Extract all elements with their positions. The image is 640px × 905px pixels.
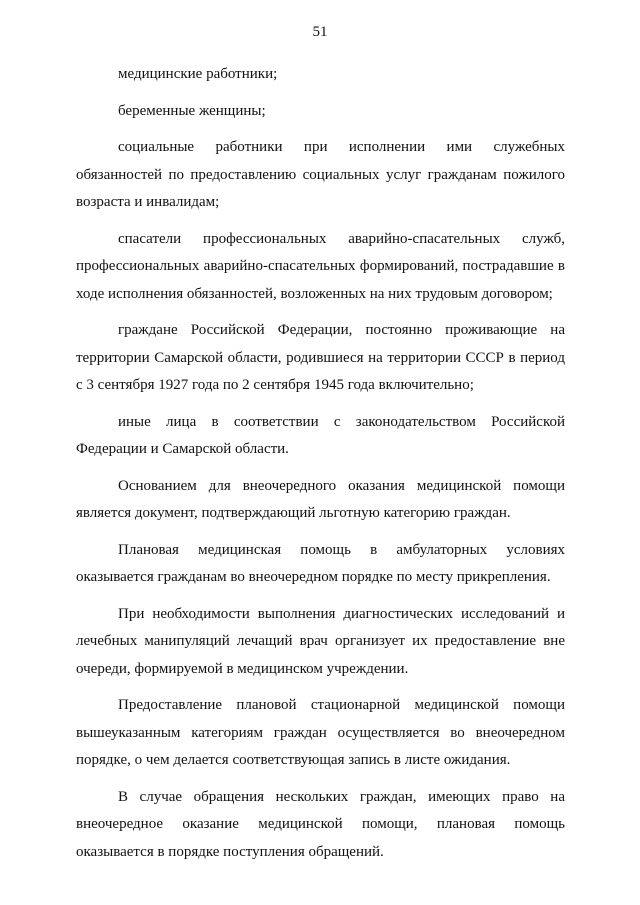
paragraph-diagnostics: При необходимости выполнения диагностических исследований и лечебных манипуляций лечащий врач организует их предоставление вне очереди, формируемой в медицинском учреждении. xyxy=(76,605,565,677)
paragraph-rescuers: спасатели профессиональных аварийно-спасательных служб, профессиональных аварийно-спасательных формирований, пострадавшие в ходе исполнения обязанностей, возложенных на них трудовым договором; xyxy=(76,230,565,302)
paragraph-multiple-requests: В случае обращения нескольких граждан, имеющих право на внеочередное оказание медицинской помощи, плановая помощь оказывается в порядке поступления обращений. xyxy=(76,788,565,860)
paragraph-citizens-ussr: граждане Российской Федерации, постоянно проживающие на территории Самарской области, родившиеся на территории СССР в период с 3 сентября 1927 года по 2 сентября 1945 года включительно; xyxy=(76,322,565,393)
paragraph-basis-document: Основанием для внеочередного оказания медицинской помощи является документ, подтверждающий льготную категорию граждан. xyxy=(76,477,565,521)
paragraph-inpatient-care: Предоставление плановой стационарной медицинской помощи вышеуказанным категориям граждан осуществляется во внеочередном порядке, о чем делается соответствующая запись в листе ожидания. xyxy=(76,697,565,768)
paragraph-other-persons: иные лица в соответствии с законодательством Российской Федерации и Самарской области. xyxy=(76,413,565,457)
document-body xyxy=(76,61,565,866)
paragraph-outpatient-care: Плановая медицинская помощь в амбулаторных условиях оказывается гражданам во внеочередном порядке по месту прикрепления. xyxy=(76,541,565,585)
page-number: 51 xyxy=(312,24,328,40)
paragraph-pregnant-women: беременные женщины; xyxy=(118,102,266,119)
paragraph-social-workers: социальные работники при исполнении ими служебных обязанностей по предоставлению социальных услуг гражданам пожилого возраста и инвалидам; xyxy=(76,139,565,210)
paragraph-medical-workers: медицинские работники; xyxy=(118,66,278,82)
